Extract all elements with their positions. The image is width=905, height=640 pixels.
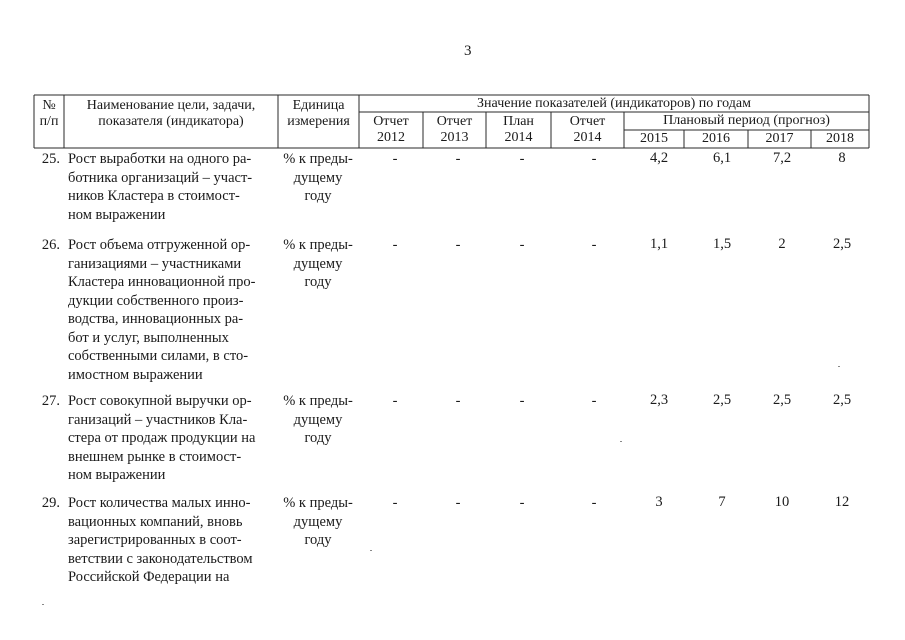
unit-line: % к преды- (283, 495, 353, 511)
indicator-value: 7,2 (772, 150, 792, 166)
indicator-name (68, 150, 252, 224)
indicator-name-line: ном выражении (68, 206, 166, 223)
indicator-value: 2,3 (649, 392, 669, 408)
indicator-value: - (591, 393, 597, 409)
unit-of-measure (276, 150, 360, 206)
header-unit-label (278, 98, 359, 130)
header-col-plan-2014-word: План (503, 114, 534, 129)
row-number: 29. (41, 495, 60, 511)
indicator-value: - (519, 393, 525, 409)
scan-speck (370, 550, 372, 551)
unit-line: % к преды- (283, 393, 353, 409)
scan-speck (838, 366, 840, 367)
indicator-value: 2,5 (832, 392, 852, 408)
unit-line: году (304, 274, 332, 290)
unit-line: % к преды- (283, 151, 353, 167)
indicator-value: - (591, 151, 597, 167)
indicator-name-line: дукции собственного произ- (68, 292, 244, 309)
scan-speck (620, 441, 622, 442)
indicator-value: - (591, 495, 597, 511)
indicator-value: - (455, 393, 461, 409)
indicator-name-line: Кластера инновационной про- (68, 274, 256, 290)
unit-line: дущему (293, 255, 343, 272)
indicator-value: - (455, 237, 461, 253)
indicator-value: 1,5 (712, 236, 732, 252)
header-col-report-2012 (359, 114, 423, 146)
indicator-name-line: ботника организаций – участ- (68, 169, 253, 186)
header-name-line1: Наименование цели, задачи, (86, 98, 256, 113)
indicator-name (68, 236, 256, 384)
page-number: 3 (464, 43, 472, 59)
indicator-name-line: бот и услуг, выполненных (68, 329, 229, 346)
unit-line: году (304, 188, 332, 204)
header-num-label (34, 98, 64, 130)
indicator-value: 6,1 (712, 150, 732, 166)
indicator-name-line: водства, инновационных ра- (68, 311, 244, 327)
header-col-report-2014-word: Отчет (569, 114, 606, 129)
indicator-value: 12 (834, 494, 850, 510)
header-year-2016: 2016 (702, 131, 730, 146)
indicator-value: - (519, 151, 525, 167)
indicator-name-line: имостном выражении (68, 366, 203, 383)
header-col-report-2013 (423, 114, 486, 146)
row-number: 27. (41, 393, 60, 409)
unit-of-measure (276, 494, 360, 550)
header-values-title: Значение показателей (индикаторов) по годам (477, 96, 751, 111)
indicator-name-line: Рост количества малых инно- (68, 495, 251, 511)
indicator-value: 2,5 (832, 236, 852, 252)
scan-speck (42, 604, 44, 605)
indicator-value: - (392, 495, 398, 511)
indicator-name (68, 494, 253, 587)
unit-line: году (304, 430, 332, 446)
indicator-name-line: ников Кластера в стоимост- (68, 188, 240, 204)
header-num-line2: п/п (39, 114, 59, 129)
unit-line: году (304, 532, 332, 548)
header-col-report-2014 (551, 114, 624, 146)
indicator-name-line: Российской Федерации на (68, 569, 230, 585)
indicator-name-line: Рост выработки на одного ра- (68, 151, 252, 167)
header-col-report-2013-year: 2013 (440, 130, 469, 145)
header-planned-period: Плановый период (прогноз) (663, 113, 830, 128)
indicator-value: - (455, 495, 461, 511)
indicator-value: - (392, 393, 398, 409)
unit-of-measure (276, 236, 360, 292)
indicator-name-line: стера от продаж продукции на (68, 430, 256, 446)
unit-of-measure (276, 392, 360, 448)
row-number: 26. (41, 237, 60, 253)
header-year-2017: 2017 (765, 131, 794, 146)
indicator-value: - (591, 237, 597, 253)
indicator-name-line: внешнем рынке в стоимост- (68, 448, 242, 465)
header-year-2015: 2015 (640, 131, 668, 146)
indicator-value: - (519, 495, 525, 511)
indicator-value: - (455, 151, 461, 167)
indicator-name-line: ном выражении (68, 467, 166, 483)
header-col-plan-2014 (486, 114, 551, 146)
indicator-value: 8 (838, 150, 846, 166)
header-col-plan-2014-year: 2014 (504, 130, 533, 145)
indicator-value: 7 (718, 494, 726, 510)
indicator-value: 1,1 (649, 236, 669, 252)
unit-line: дущему (293, 513, 343, 530)
indicator-value: - (519, 237, 525, 253)
indicator-name-line: зарегистрированных в соот- (68, 532, 242, 548)
indicator-name-line: ганизаций – участников Кла- (68, 411, 248, 428)
header-col-report-2013-word: Отчет (436, 114, 473, 129)
indicator-value: 10 (774, 494, 790, 510)
indicator-value: 2 (778, 236, 786, 252)
unit-line: дущему (293, 411, 343, 428)
header-col-report-2012-word: Отчет (373, 114, 409, 129)
row-number: 25. (41, 151, 60, 167)
header-unit-line1: Единица (292, 98, 345, 113)
unit-line: дущему (293, 169, 343, 186)
indicator-value: - (392, 151, 398, 167)
indicator-value: - (392, 237, 398, 253)
header-col-report-2012-year: 2012 (377, 130, 405, 145)
header-unit-line2: измерения (287, 114, 350, 129)
indicator-name-line: Рост объема отгруженной ор- (68, 237, 251, 253)
header-num-line1: № (42, 98, 56, 113)
indicator-name-line: собственными силами, в сто- (68, 348, 249, 364)
indicator-value: 2,5 (772, 392, 792, 408)
indicator-name-line: вационных компаний, вновь (68, 513, 243, 530)
header-col-report-2014-year: 2014 (573, 130, 602, 145)
indicator-name (68, 392, 255, 485)
indicator-name-line: ганизациями – участниками (68, 255, 242, 272)
header-year-2018: 2018 (826, 131, 854, 146)
header-name-line2: показателя (индикатора) (98, 114, 244, 129)
indicator-value: 4,2 (649, 150, 669, 166)
indicator-value: 3 (655, 494, 663, 510)
indicator-name-line: ветствии с законодательством (68, 550, 253, 567)
indicator-value: 2,5 (712, 392, 732, 408)
unit-line: % к преды- (283, 237, 353, 253)
indicator-name-line: Рост совокупной выручки ор- (68, 393, 252, 409)
header-name-label (64, 98, 278, 130)
